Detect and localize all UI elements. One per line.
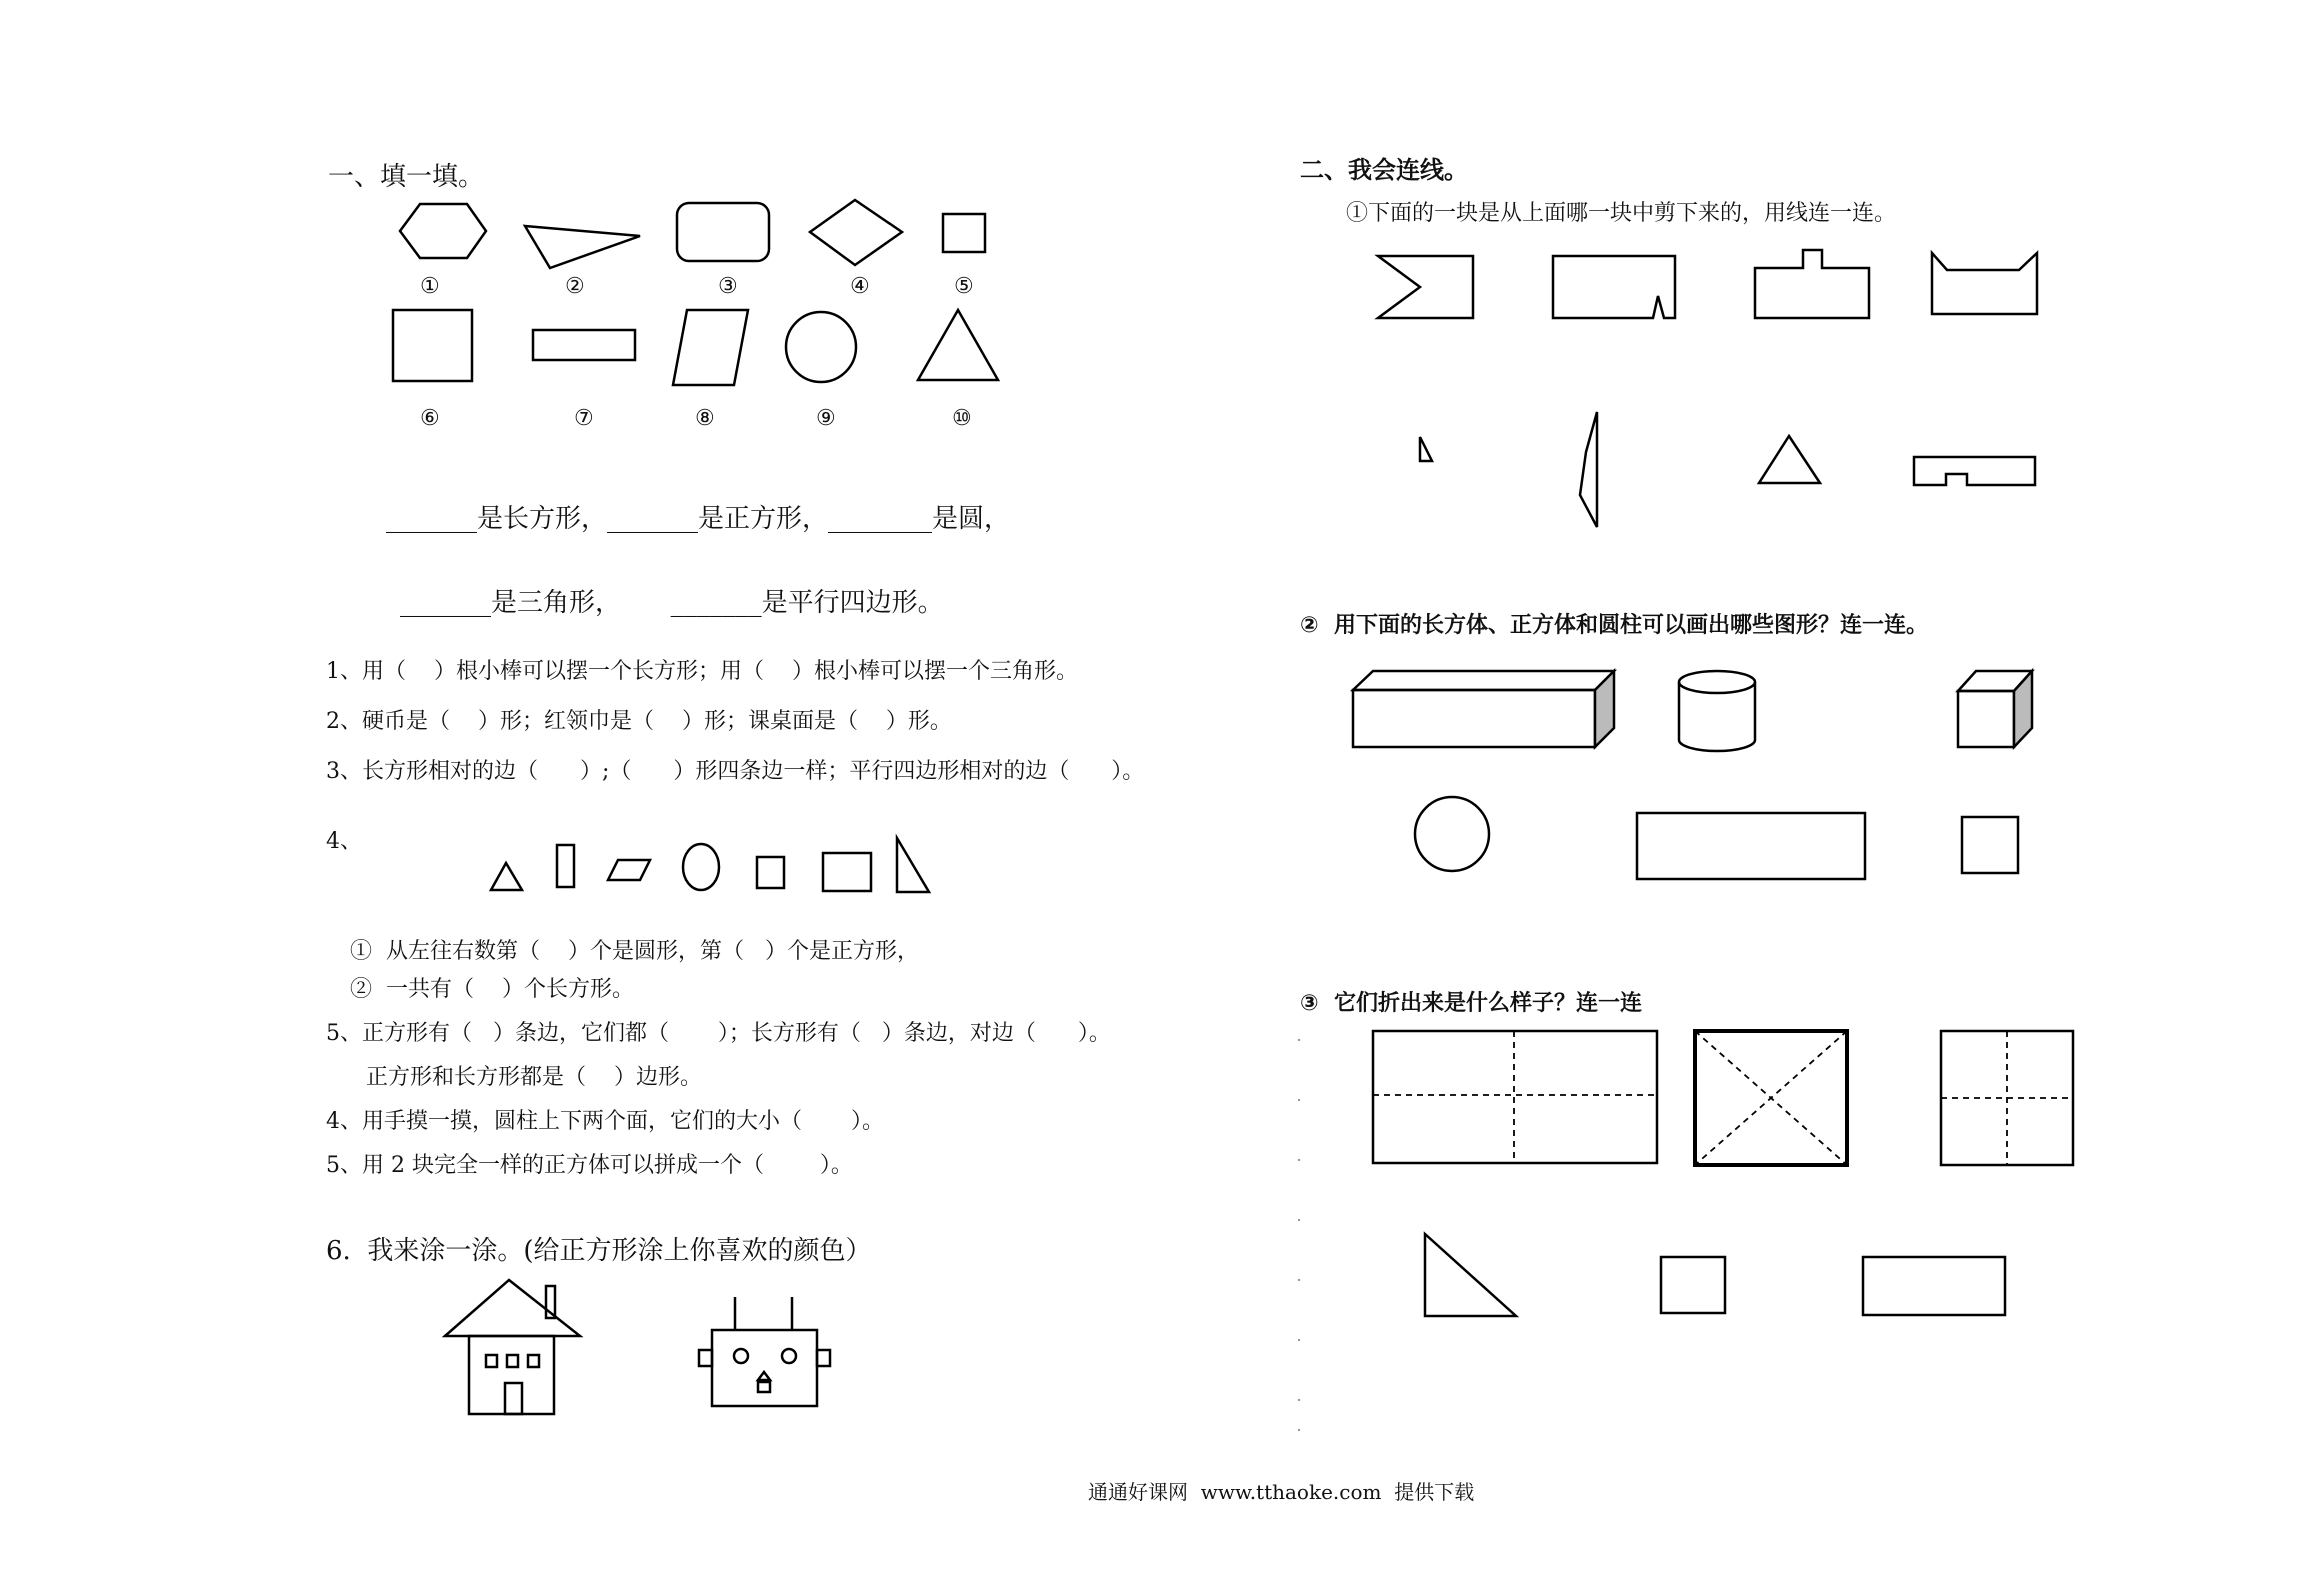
piece-triangle <box>1759 436 1820 483</box>
shape-number-5: ⑤ <box>954 274 974 299</box>
hexagon-shape <box>400 204 486 258</box>
piece-notched-strip <box>1914 457 2035 485</box>
fold-result-rectangle <box>1863 1257 2005 1315</box>
connect-instruction-3: ③ 它们折出来是什么样子？连一连 <box>1300 991 1642 1016</box>
q4-parallelogram <box>608 860 650 880</box>
shape-number-6: ⑥ <box>420 406 440 431</box>
shape-number-3: ③ <box>718 274 738 299</box>
house-roof <box>445 1280 580 1336</box>
rounded-rectangle-shape <box>677 203 769 261</box>
fill-line-1: _______是长方形，_______是正方形，________是圆， <box>386 504 1011 534</box>
piece-thin-sliver <box>1580 412 1597 527</box>
robot-head <box>712 1330 817 1406</box>
fold-line-diagonal-b <box>1695 1031 1847 1165</box>
question-4b: 4、用手摸一摸，圆柱上下两个面，它们的大小（ ）。 <box>326 1109 884 1134</box>
shape-number-7: ⑦ <box>574 406 594 431</box>
flat-circle <box>1415 797 1489 871</box>
fill-line-2: _______是三角形， _______是平行四边形。 <box>400 588 944 618</box>
cut-shape-notched-arrow <box>1378 256 1473 318</box>
flat-rectangle <box>1637 813 1865 879</box>
connect-instruction-1: ①下面的一块是从上面哪一块中剪下来的，用线连一连。 <box>1346 201 1897 226</box>
robot-eye-right <box>782 1349 796 1363</box>
thin-rectangle-shape <box>533 330 635 360</box>
circle-shape <box>786 312 856 382</box>
shape-number-9: ⑨ <box>816 406 836 431</box>
question-4-label: 4、 <box>326 829 362 854</box>
shape-number-10: ⑩ <box>952 406 972 431</box>
robot-eye-left <box>734 1349 748 1363</box>
question-5b: 5、用 2 块完全一样的正方体可以拼成一个（ ）。 <box>326 1153 853 1178</box>
cube-front <box>1958 691 2014 747</box>
square-shape <box>393 310 472 381</box>
shape-number-8: ⑧ <box>695 406 715 431</box>
shape-number-4: ④ <box>850 274 870 299</box>
question-1: 1、用（ ）根小棒可以摆一个长方形；用（ ）根小棒可以摆一个三角形。 <box>326 659 1078 684</box>
question-2: 2、硬币是（ ）形；红领巾是（ ）形；课桌面是（ ）形。 <box>326 709 952 734</box>
obtuse-triangle-shape <box>525 226 640 268</box>
piece-small-triangle <box>1420 437 1432 461</box>
fold-result-triangle <box>1425 1234 1516 1316</box>
robot-ear-left <box>699 1350 712 1366</box>
cuboid-front <box>1353 690 1595 747</box>
q4-ellipse <box>683 844 719 890</box>
cuboid-top <box>1353 671 1614 690</box>
q4-rectangle <box>823 853 871 891</box>
connect-instruction-2: ② 用下面的长方体、正方体和圆柱可以画出哪些图形？连一连。 <box>1300 613 1928 638</box>
cylinder-top <box>1679 671 1755 693</box>
fold-paper-half-quarters <box>1373 1031 1657 1163</box>
q4-tall-rectangle <box>557 845 574 887</box>
question-5-continued: 正方形和长方形都是（ ）边形。 <box>366 1065 702 1090</box>
question-5: 5、正方形有（ ）条边，它们都（ ）；长方形有（ ）条边，对边（ ）。 <box>326 1021 1111 1046</box>
q4-right-triangle <box>897 838 929 892</box>
small-square-shape <box>943 214 985 252</box>
house-window-left <box>486 1355 497 1367</box>
house-door <box>505 1383 522 1414</box>
question-3: 3、长方形相对的边（ ）;（ ）形四条边一样；平行四边形相对的边（ ）。 <box>326 759 1145 784</box>
triangle-shape <box>918 310 998 380</box>
robot-mouth <box>758 1382 770 1392</box>
house-body <box>469 1336 554 1414</box>
robot-ear-right <box>817 1350 830 1366</box>
house-window-right <box>528 1355 539 1367</box>
q4-small-triangle <box>491 863 522 890</box>
cut-shape-corner-notch <box>1553 256 1675 318</box>
question-4-sub-1: ① 从左往右数第（ ）个是圆形，第（ ）个是正方形， <box>350 939 919 964</box>
fold-result-square <box>1661 1257 1725 1313</box>
cube-side <box>2014 671 2032 747</box>
parallelogram-shape <box>673 310 748 385</box>
robot-nose <box>758 1372 770 1380</box>
section2-title: 二、我会连线。 <box>1300 156 1468 184</box>
question-4-sub-2: ② 一共有（ ）个长方形。 <box>350 977 634 1002</box>
cut-shape-top-tab <box>1755 250 1869 318</box>
section1-title: 一、填一填。 <box>328 162 485 192</box>
q4-small-square <box>757 857 784 888</box>
shape-number-2: ② <box>565 274 585 299</box>
cuboid-side <box>1595 671 1614 747</box>
cut-shape-ears <box>1932 253 2037 314</box>
flat-square <box>1962 817 2018 873</box>
shape-number-1: ① <box>420 274 440 299</box>
footer-credit: 通通好课网 www.tthaoke.com 提供下载 <box>1088 1480 1475 1504</box>
question-6: 6. 我来涂一涂。(给正方形涂上你喜欢的颜色） <box>326 1236 872 1266</box>
column-divider-dots <box>1298 1039 1300 1431</box>
house-window-middle <box>507 1355 518 1367</box>
rhombus-shape <box>810 200 902 265</box>
